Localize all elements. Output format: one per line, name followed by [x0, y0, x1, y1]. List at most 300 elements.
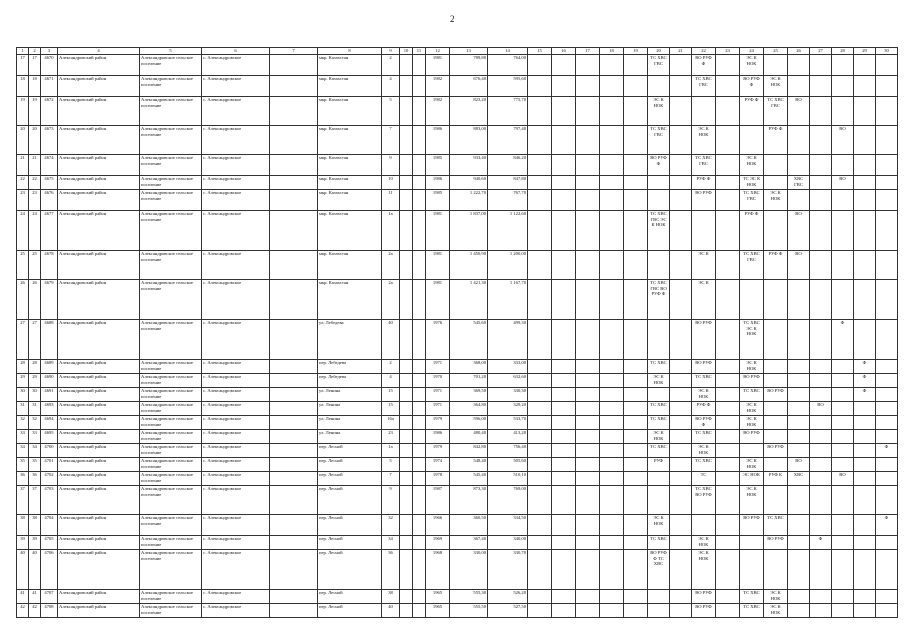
cell-street: ул. Ленина	[318, 402, 382, 416]
cell-c22: ТС ХВС ВО РУФ	[692, 486, 716, 515]
cell-c30	[876, 430, 898, 444]
cell-id: 4677	[41, 211, 58, 251]
cell-c25	[764, 360, 788, 374]
cell-area: 545,40	[450, 472, 488, 486]
cell-empty	[624, 472, 648, 486]
table-row	[17, 55, 898, 76]
cell-house: 2а	[382, 251, 400, 280]
cell-c30	[876, 536, 898, 550]
cell-area: 940,60	[450, 176, 488, 190]
cell-year: 1966	[426, 515, 450, 536]
cell-district: Александровский район	[58, 458, 140, 472]
cell-empty	[600, 550, 624, 590]
cell-empty	[413, 402, 426, 416]
cell-empty	[600, 458, 624, 472]
cell-c30	[876, 360, 898, 374]
cell-c29	[854, 430, 876, 444]
cell-empty	[400, 536, 413, 550]
cell-c20: ТС ХВС	[648, 416, 670, 430]
cell-n1: 23	[17, 190, 29, 211]
cell-house: 5	[382, 97, 400, 126]
cell-empty	[670, 211, 692, 251]
cell-area: 1 450,90	[450, 251, 488, 280]
table-row	[17, 536, 898, 550]
cell-empty	[552, 550, 576, 590]
cell-settlement: Александровское сельское поселение	[140, 388, 202, 402]
cell-empty	[576, 97, 600, 126]
cell-empty	[528, 126, 552, 155]
cell-settlement: Александровское сельское поселение	[140, 590, 202, 604]
cell-empty	[716, 190, 740, 211]
cell-empty	[400, 97, 413, 126]
cell-area: 368,00	[450, 360, 488, 374]
column-header: 11	[413, 48, 426, 55]
cell-area: 330,00	[450, 550, 488, 590]
column-header: 14	[488, 48, 528, 55]
table-row	[17, 444, 898, 458]
cell-empty	[576, 590, 600, 604]
cell-c22: ЭС К НОК	[692, 388, 716, 402]
cell-empty	[624, 486, 648, 515]
cell-empty	[716, 76, 740, 97]
cell-c25: ТС ХВС ГВС	[764, 97, 788, 126]
cell-c28	[832, 211, 854, 251]
cell-street: пер. Лесной	[318, 536, 382, 550]
cell-empty	[552, 126, 576, 155]
cell-house: 10	[382, 176, 400, 190]
cell-n1: 26	[17, 280, 29, 320]
cell-empty	[624, 590, 648, 604]
cell-c26	[788, 590, 810, 604]
table-row	[17, 388, 898, 402]
cell-c29	[854, 211, 876, 251]
cell-c30	[876, 388, 898, 402]
cell-empty	[552, 604, 576, 618]
cell-settlement: Александровское сельское поселение	[140, 402, 202, 416]
cell-id: 4701	[41, 458, 58, 472]
cell-empty	[670, 590, 692, 604]
cell-c29	[854, 97, 876, 126]
cell-n2: 37	[29, 486, 41, 515]
cell-c26	[788, 550, 810, 590]
cell-empty	[576, 176, 600, 190]
cell-c20	[648, 251, 670, 280]
page-number: 2	[450, 14, 455, 24]
cell-id: 4688	[41, 320, 58, 360]
cell-n1: 37	[17, 486, 29, 515]
cell-c27: Ф	[810, 536, 832, 550]
cell-c22: ВО РУФ	[692, 190, 716, 211]
cell-n1: 41	[17, 590, 29, 604]
column-header: 12	[426, 48, 450, 55]
cell-empty	[576, 155, 600, 176]
cell-district: Александровский район	[58, 590, 140, 604]
cell-empty	[400, 211, 413, 251]
cell-district: Александровский район	[58, 472, 140, 486]
cell-empty	[413, 76, 426, 97]
cell-c27	[810, 320, 832, 360]
cell-id: 4704	[41, 515, 58, 536]
cell-empty	[576, 486, 600, 515]
cell-street: пер. Лесной	[318, 590, 382, 604]
cell-locality: с. Александровское	[202, 280, 270, 320]
cell-c20: ЭС К НОК	[648, 97, 670, 126]
cell-locality: с. Александровское	[202, 444, 270, 458]
cell-c29	[854, 176, 876, 190]
cell-empty	[576, 55, 600, 76]
cell-c22: ТС ХВС	[692, 374, 716, 388]
cell-c29	[854, 550, 876, 590]
cell-empty	[413, 190, 426, 211]
cell-c27	[810, 430, 832, 444]
cell-id: 4671	[41, 76, 58, 97]
table-row	[17, 472, 898, 486]
cell-c28	[832, 458, 854, 472]
cell-n2: 25	[29, 251, 41, 280]
cell-empty	[624, 550, 648, 590]
cell-empty	[716, 374, 740, 388]
cell-empty	[270, 251, 318, 280]
cell-c26	[788, 155, 810, 176]
cell-empty	[600, 604, 624, 618]
cell-c26	[788, 126, 810, 155]
cell-settlement: Александровское сельское поселение	[140, 444, 202, 458]
cell-c25: ЭС К НОК	[764, 76, 788, 97]
cell-c22: ВО РУФ	[692, 360, 716, 374]
cell-empty	[670, 388, 692, 402]
cell-n1: 30	[17, 388, 29, 402]
cell-area2: 797,40	[488, 126, 528, 155]
cell-locality: с. Александровское	[202, 458, 270, 472]
cell-empty	[576, 320, 600, 360]
cell-n2: 23	[29, 190, 41, 211]
cell-c27	[810, 155, 832, 176]
cell-n1: 36	[17, 472, 29, 486]
cell-district: Александровский район	[58, 97, 140, 126]
cell-empty	[400, 280, 413, 320]
cell-settlement: Александровское сельское поселение	[140, 190, 202, 211]
cell-empty	[528, 360, 552, 374]
cell-empty	[413, 155, 426, 176]
column-header: 20	[648, 48, 670, 55]
cell-c24: ТС ХВС ГВС	[740, 251, 764, 280]
cell-empty	[528, 416, 552, 430]
cell-c27	[810, 486, 832, 515]
cell-c30	[876, 550, 898, 590]
cell-house: 15	[382, 402, 400, 416]
cell-empty	[552, 360, 576, 374]
cell-c20: ТС ХВС ГВС	[648, 55, 670, 76]
table-row	[17, 486, 898, 515]
cell-c30	[876, 55, 898, 76]
cell-empty	[624, 388, 648, 402]
cell-empty	[270, 155, 318, 176]
cell-empty	[670, 374, 692, 388]
cell-empty	[270, 444, 318, 458]
cell-id: 4690	[41, 374, 58, 388]
cell-empty	[270, 515, 318, 536]
cell-empty	[600, 430, 624, 444]
cell-street: пер. Лесной	[318, 486, 382, 515]
cell-c20	[648, 388, 670, 402]
cell-id: 4695	[41, 430, 58, 444]
cell-street: пер. Лебедева	[318, 360, 382, 374]
cell-c22: ВО РУФ Ф	[692, 55, 716, 76]
cell-c26: ВО	[788, 211, 810, 251]
cell-c25: РУФ К	[764, 472, 788, 486]
cell-n1: 25	[17, 251, 29, 280]
cell-empty	[600, 360, 624, 374]
cell-empty	[528, 402, 552, 416]
cell-area: 883,00	[450, 126, 488, 155]
cell-locality: с. Александровское	[202, 360, 270, 374]
cell-settlement: Александровское сельское поселение	[140, 76, 202, 97]
cell-empty	[552, 251, 576, 280]
cell-c24: ЭС К НОК	[740, 458, 764, 472]
cell-year: 1976	[426, 320, 450, 360]
cell-empty	[670, 280, 692, 320]
cell-empty	[552, 97, 576, 126]
cell-c29	[854, 55, 876, 76]
cell-c29	[854, 402, 876, 416]
cell-empty	[400, 176, 413, 190]
cell-c30: Ф	[876, 444, 898, 458]
cell-settlement: Александровское сельское поселение	[140, 486, 202, 515]
cell-area: 823,20	[450, 97, 488, 126]
cell-year: 1979	[426, 416, 450, 430]
cell-empty	[670, 472, 692, 486]
cell-settlement: Александровское сельское поселение	[140, 458, 202, 472]
cell-house: 7	[382, 472, 400, 486]
cell-empty	[576, 536, 600, 550]
cell-empty	[413, 472, 426, 486]
cell-c29	[854, 458, 876, 472]
cell-empty	[552, 76, 576, 97]
cell-empty	[400, 515, 413, 536]
cell-area2: 526,20	[488, 590, 528, 604]
cell-empty	[600, 211, 624, 251]
cell-locality: с. Александровское	[202, 472, 270, 486]
cell-year: 1982	[426, 97, 450, 126]
column-header: 3	[41, 48, 58, 55]
cell-empty	[413, 430, 426, 444]
cell-empty	[576, 360, 600, 374]
cell-n2: 42	[29, 604, 41, 618]
cell-empty	[528, 155, 552, 176]
cell-year: 1969	[426, 536, 450, 550]
cell-empty	[528, 590, 552, 604]
cell-area: 360,50	[450, 515, 488, 536]
cell-empty	[413, 590, 426, 604]
cell-house: 32	[382, 515, 400, 536]
cell-n2: 20	[29, 126, 41, 155]
cell-empty	[270, 176, 318, 190]
cell-street: ул. Ленина	[318, 430, 382, 444]
cell-c24: ТС ЭС К НОК	[740, 176, 764, 190]
cell-id: 4691	[41, 388, 58, 402]
column-header: 24	[740, 48, 764, 55]
cell-district: Александровский район	[58, 251, 140, 280]
cell-n2: 39	[29, 536, 41, 550]
cell-settlement: Александровское сельское поселение	[140, 155, 202, 176]
cell-c20	[648, 176, 670, 190]
cell-empty	[624, 55, 648, 76]
cell-house: 38	[382, 590, 400, 604]
cell-c22: ЭС К НОК	[692, 550, 716, 590]
cell-empty	[716, 486, 740, 515]
cell-district: Александровский район	[58, 176, 140, 190]
cell-n2: 24	[29, 211, 41, 251]
cell-empty	[624, 76, 648, 97]
cell-empty	[528, 55, 552, 76]
cell-c26	[788, 374, 810, 388]
cell-c27	[810, 97, 832, 126]
cell-c27	[810, 280, 832, 320]
cell-locality: с. Александровское	[202, 251, 270, 280]
cell-c25	[764, 176, 788, 190]
cell-district: Александровский район	[58, 402, 140, 416]
cell-empty	[600, 280, 624, 320]
cell-c24	[740, 550, 764, 590]
cell-c26	[788, 402, 810, 416]
cell-empty	[400, 320, 413, 360]
column-header: 4	[58, 48, 140, 55]
cell-c24: ВО РУФ Ф	[740, 76, 764, 97]
cell-c28	[832, 360, 854, 374]
cell-empty	[600, 190, 624, 211]
cell-c28	[832, 515, 854, 536]
cell-area: 367,40	[450, 536, 488, 550]
cell-c28	[832, 155, 854, 176]
cell-c25	[764, 211, 788, 251]
cell-district: Александровский район	[58, 486, 140, 515]
column-number-header	[17, 48, 898, 55]
cell-area2: 499,30	[488, 320, 528, 360]
cell-street: мкр. Казахстан	[318, 155, 382, 176]
cell-empty	[600, 320, 624, 360]
cell-empty	[270, 486, 318, 515]
cell-street: ул. Ленина	[318, 388, 382, 402]
cell-c24: ТС ХВС	[740, 604, 764, 618]
column-header: 21	[670, 48, 692, 55]
cell-street: мкр. Казахстан	[318, 126, 382, 155]
cell-c24: ТС ХВС ГВС	[740, 190, 764, 211]
cell-c26: ВО	[788, 251, 810, 280]
cell-empty	[670, 536, 692, 550]
cell-area2: 764,00	[488, 55, 528, 76]
cell-house: 16а	[382, 416, 400, 430]
cell-c24: РУФ Ф	[740, 211, 764, 251]
cell-id: 4693	[41, 402, 58, 416]
cell-empty	[576, 550, 600, 590]
cell-n1: 22	[17, 176, 29, 190]
cell-locality: с. Александровское	[202, 320, 270, 360]
cell-settlement: Александровское сельское поселение	[140, 97, 202, 126]
cell-c22: ТС ХВС	[692, 458, 716, 472]
cell-area: 555,30	[450, 590, 488, 604]
cell-n1: 27	[17, 320, 29, 360]
table-row	[17, 590, 898, 604]
cell-empty	[624, 97, 648, 126]
cell-empty	[576, 444, 600, 458]
cell-empty	[552, 444, 576, 458]
cell-empty	[413, 360, 426, 374]
cell-area: 548,40	[450, 458, 488, 472]
cell-c30	[876, 280, 898, 320]
cell-empty	[400, 486, 413, 515]
cell-empty	[413, 126, 426, 155]
cell-empty	[716, 388, 740, 402]
cell-year: 1970	[426, 374, 450, 388]
cell-c25	[764, 416, 788, 430]
cell-c22	[692, 211, 716, 251]
cell-empty	[270, 550, 318, 590]
cell-c24: ВО РУФ	[740, 374, 764, 388]
cell-n1: 33	[17, 430, 29, 444]
cell-c20	[648, 320, 670, 360]
cell-empty	[670, 458, 692, 472]
table-row	[17, 76, 898, 97]
cell-house: 11	[382, 190, 400, 211]
cell-c24	[740, 126, 764, 155]
cell-n2: 28	[29, 360, 41, 374]
cell-c25	[764, 374, 788, 388]
cell-c26	[788, 430, 810, 444]
cell-c27	[810, 515, 832, 536]
cell-empty	[270, 190, 318, 211]
cell-empty	[670, 416, 692, 430]
cell-empty	[400, 190, 413, 211]
cell-n1: 29	[17, 374, 29, 388]
cell-c20	[648, 190, 670, 211]
cell-c27	[810, 416, 832, 430]
cell-c30	[876, 486, 898, 515]
table-row	[17, 416, 898, 430]
cell-c22: ЭС К НОК	[692, 126, 716, 155]
table-row	[17, 280, 898, 320]
cell-empty	[670, 251, 692, 280]
cell-c27	[810, 590, 832, 604]
cell-house: 4	[382, 76, 400, 97]
cell-c20: ЭС К НОК	[648, 374, 670, 388]
cell-settlement: Александровское сельское поселение	[140, 55, 202, 76]
cell-settlement: Александровское сельское поселение	[140, 126, 202, 155]
column-header: 23	[716, 48, 740, 55]
cell-empty	[413, 176, 426, 190]
cell-n1: 34	[17, 444, 29, 458]
cell-empty	[624, 458, 648, 472]
cell-empty	[413, 416, 426, 430]
cell-empty	[552, 536, 576, 550]
column-header: 5	[140, 48, 202, 55]
cell-empty	[716, 126, 740, 155]
cell-c20	[648, 76, 670, 97]
cell-locality: с. Александровское	[202, 536, 270, 550]
cell-locality: с. Александровское	[202, 515, 270, 536]
cell-c22: ВО РУФ Ф	[692, 416, 716, 430]
cell-district: Александровский район	[58, 155, 140, 176]
cell-area2: 510,10	[488, 472, 528, 486]
cell-year: 1971	[426, 360, 450, 374]
cell-house: 4	[382, 374, 400, 388]
cell-c29: Ф	[854, 388, 876, 402]
cell-year: 1986	[426, 430, 450, 444]
cell-street: мкр. Казахстан	[318, 97, 382, 126]
cell-empty	[716, 155, 740, 176]
cell-empty	[528, 320, 552, 360]
cell-n2: 41	[29, 590, 41, 604]
cell-n1: 24	[17, 211, 29, 251]
